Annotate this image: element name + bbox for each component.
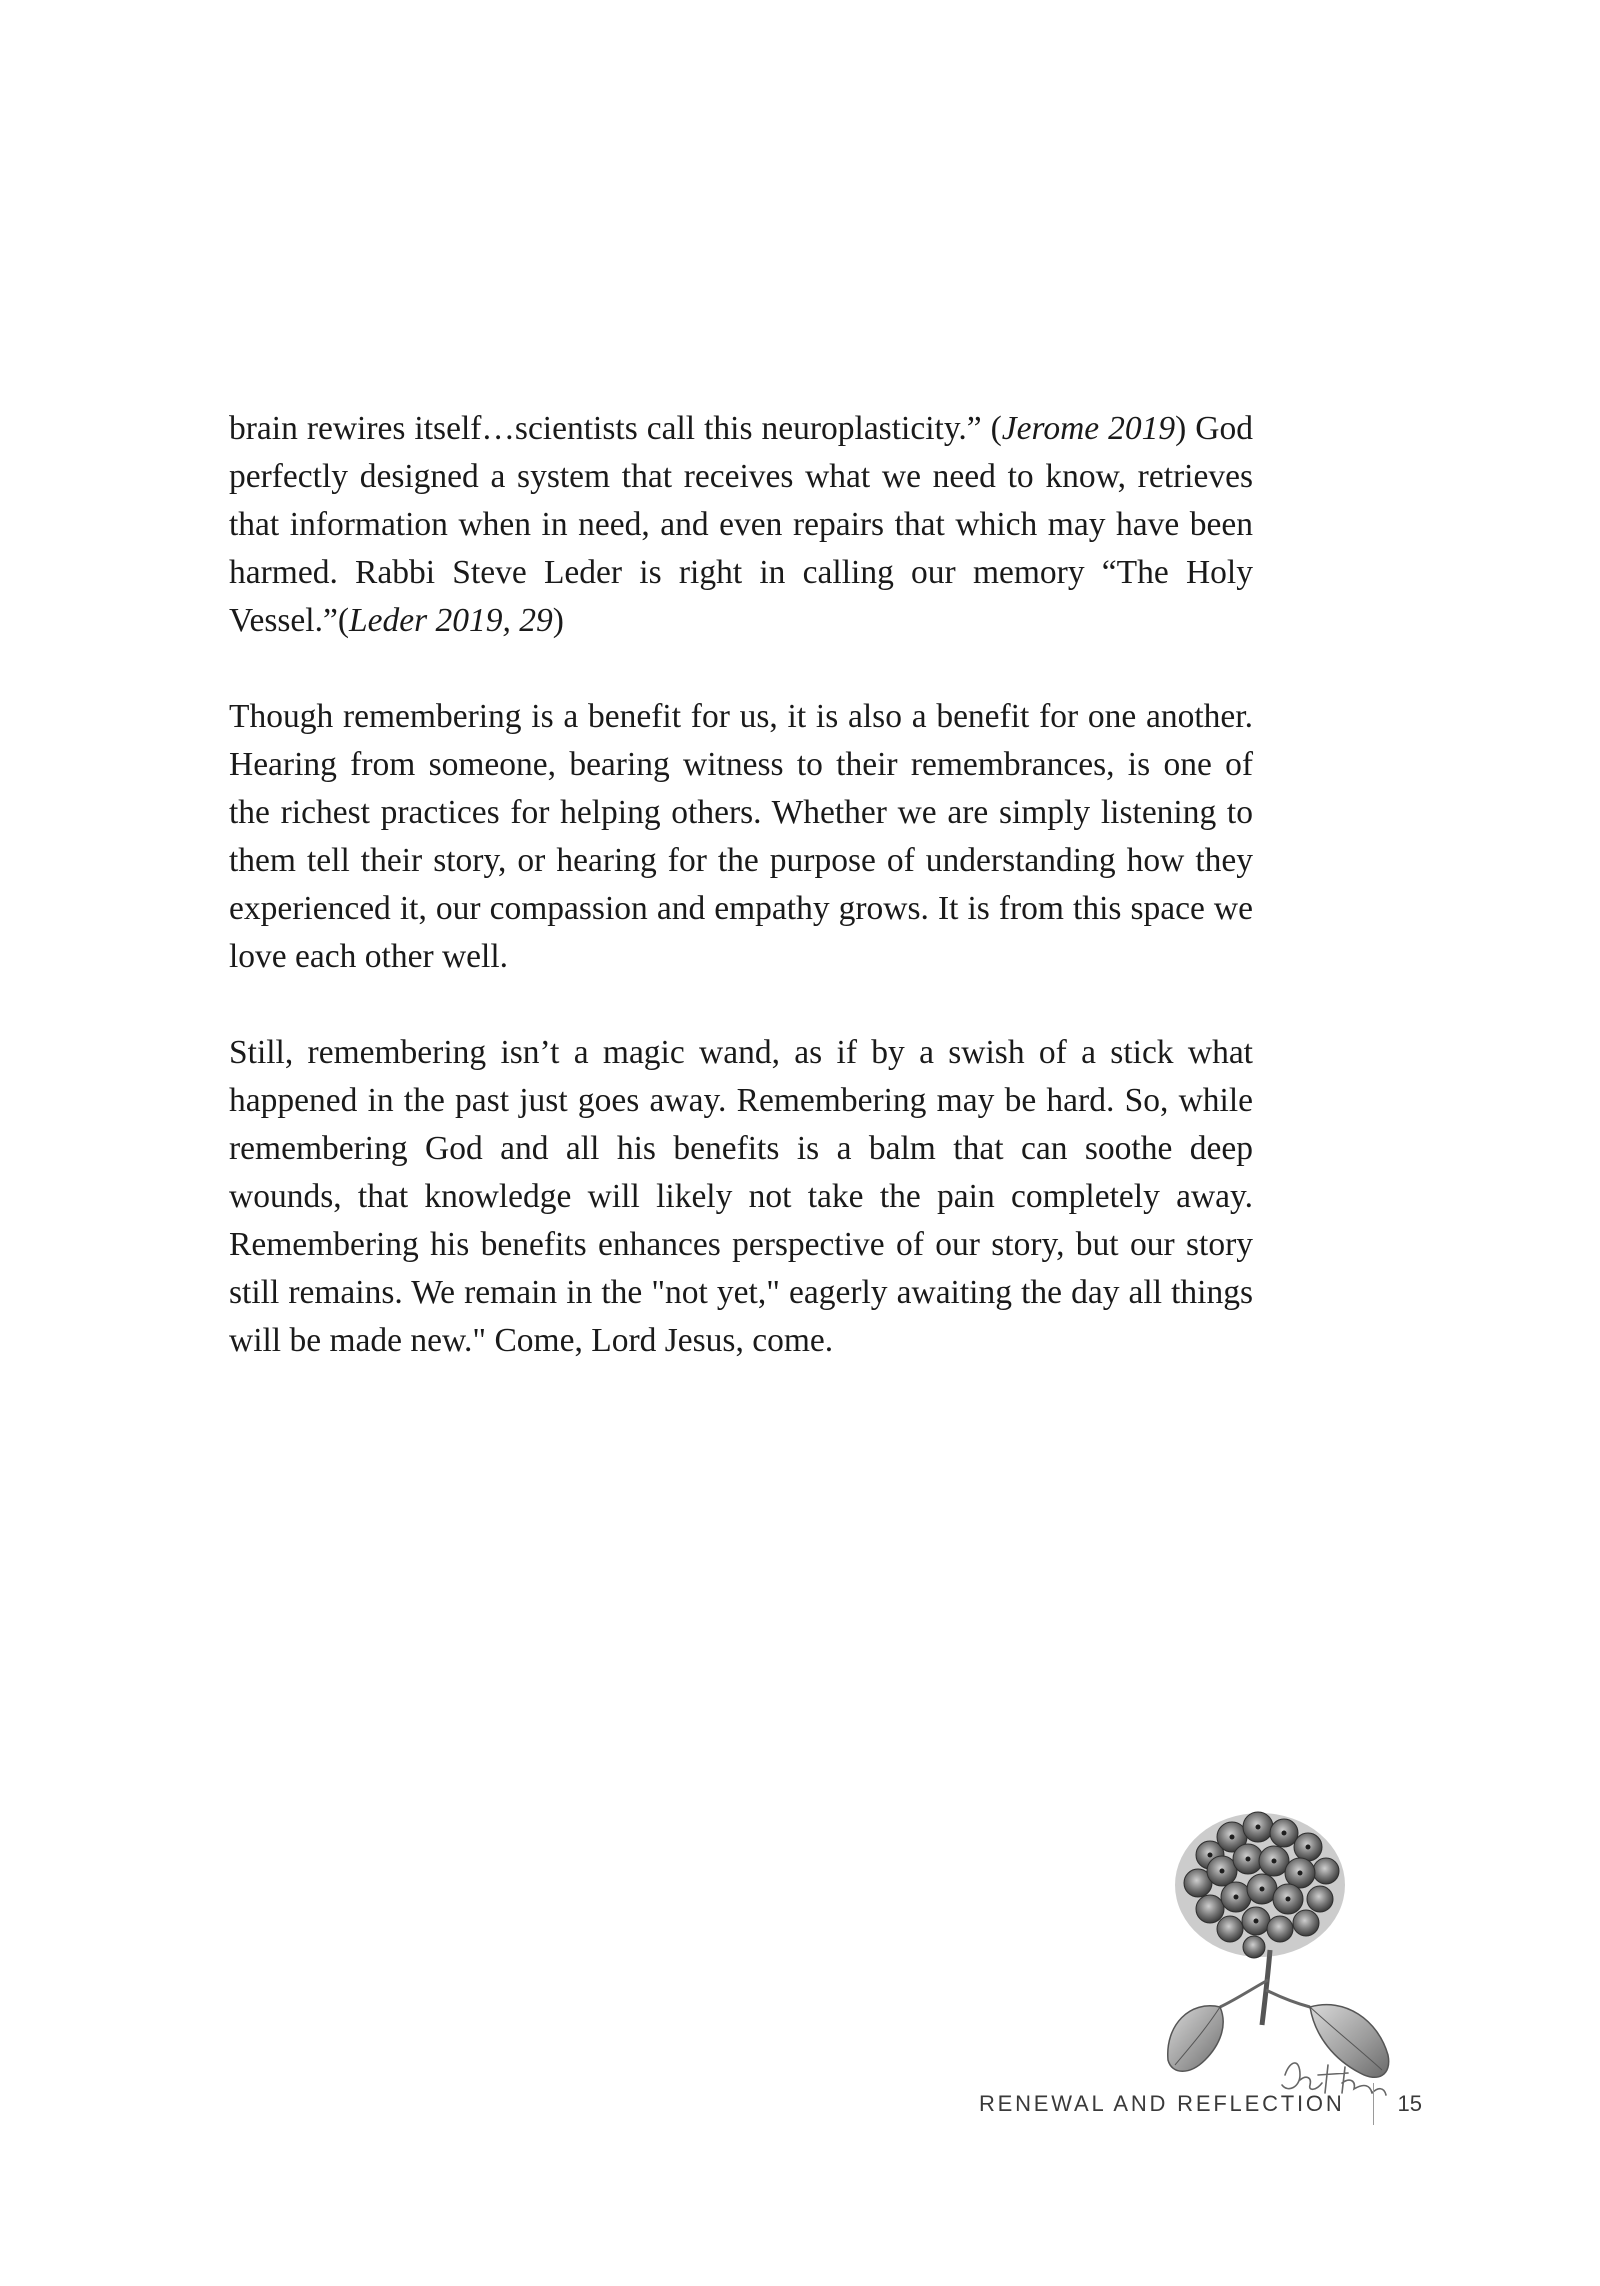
- paragraph-2: [229, 693, 1253, 981]
- paragraph-3: [229, 1029, 1253, 1365]
- body-text: [229, 405, 1253, 1365]
- citation-text: Leder 2019, 29: [349, 602, 553, 639]
- footer-divider: [1373, 2083, 1374, 2125]
- paragraph-text: brain rewires itself…scientists call this neuroplasticity.” (: [229, 410, 1002, 447]
- citation-text: Jerome 2019: [1001, 410, 1176, 447]
- page-number: 15: [1397, 2091, 1422, 2116]
- hydrangea-sketch-icon: [1150, 1775, 1440, 2105]
- paragraph-1: [229, 405, 1253, 645]
- paragraph-text: ): [552, 602, 564, 639]
- paragraph-text: ) God perfectly designed a system that receives what we need to know, retrieves that information when in need, and even repairs that which may have been harmed. Rabbi Steve Leder is right in calling our memory “The Holy Vessel.”(: [229, 410, 1253, 639]
- running-footer-title: RENEWAL AND REFLECTION: [978, 2091, 1345, 2116]
- paragraph-text: Still, remembering isn’t a magic wand, as if by a swish of a stick what happened in the past just goes away. Remembering may be hard. So, while remembering God and all his benefits is a balm that can soothe deep wounds, that knowledge will likely not take the pain completely away. Remembering his benefits enhances perspective of our story, but our story still remains. We remain in the "not yet," eagerly awaiting the day all things will be made new." Come, Lord Jesus, come.: [229, 1034, 1253, 1359]
- paragraph-text: Though remembering is a benefit for us, it is also a benefit for one another. Hearing from someone, bearing witness to their remembrances, is one of the richest practices for helping others. Whether we are simply listening to them tell their story, or hearing for the purpose of understanding how they experienced it, our compassion and empathy grows. It is from this space we love each other well.: [229, 698, 1253, 975]
- page-footer: [979, 2084, 1422, 2124]
